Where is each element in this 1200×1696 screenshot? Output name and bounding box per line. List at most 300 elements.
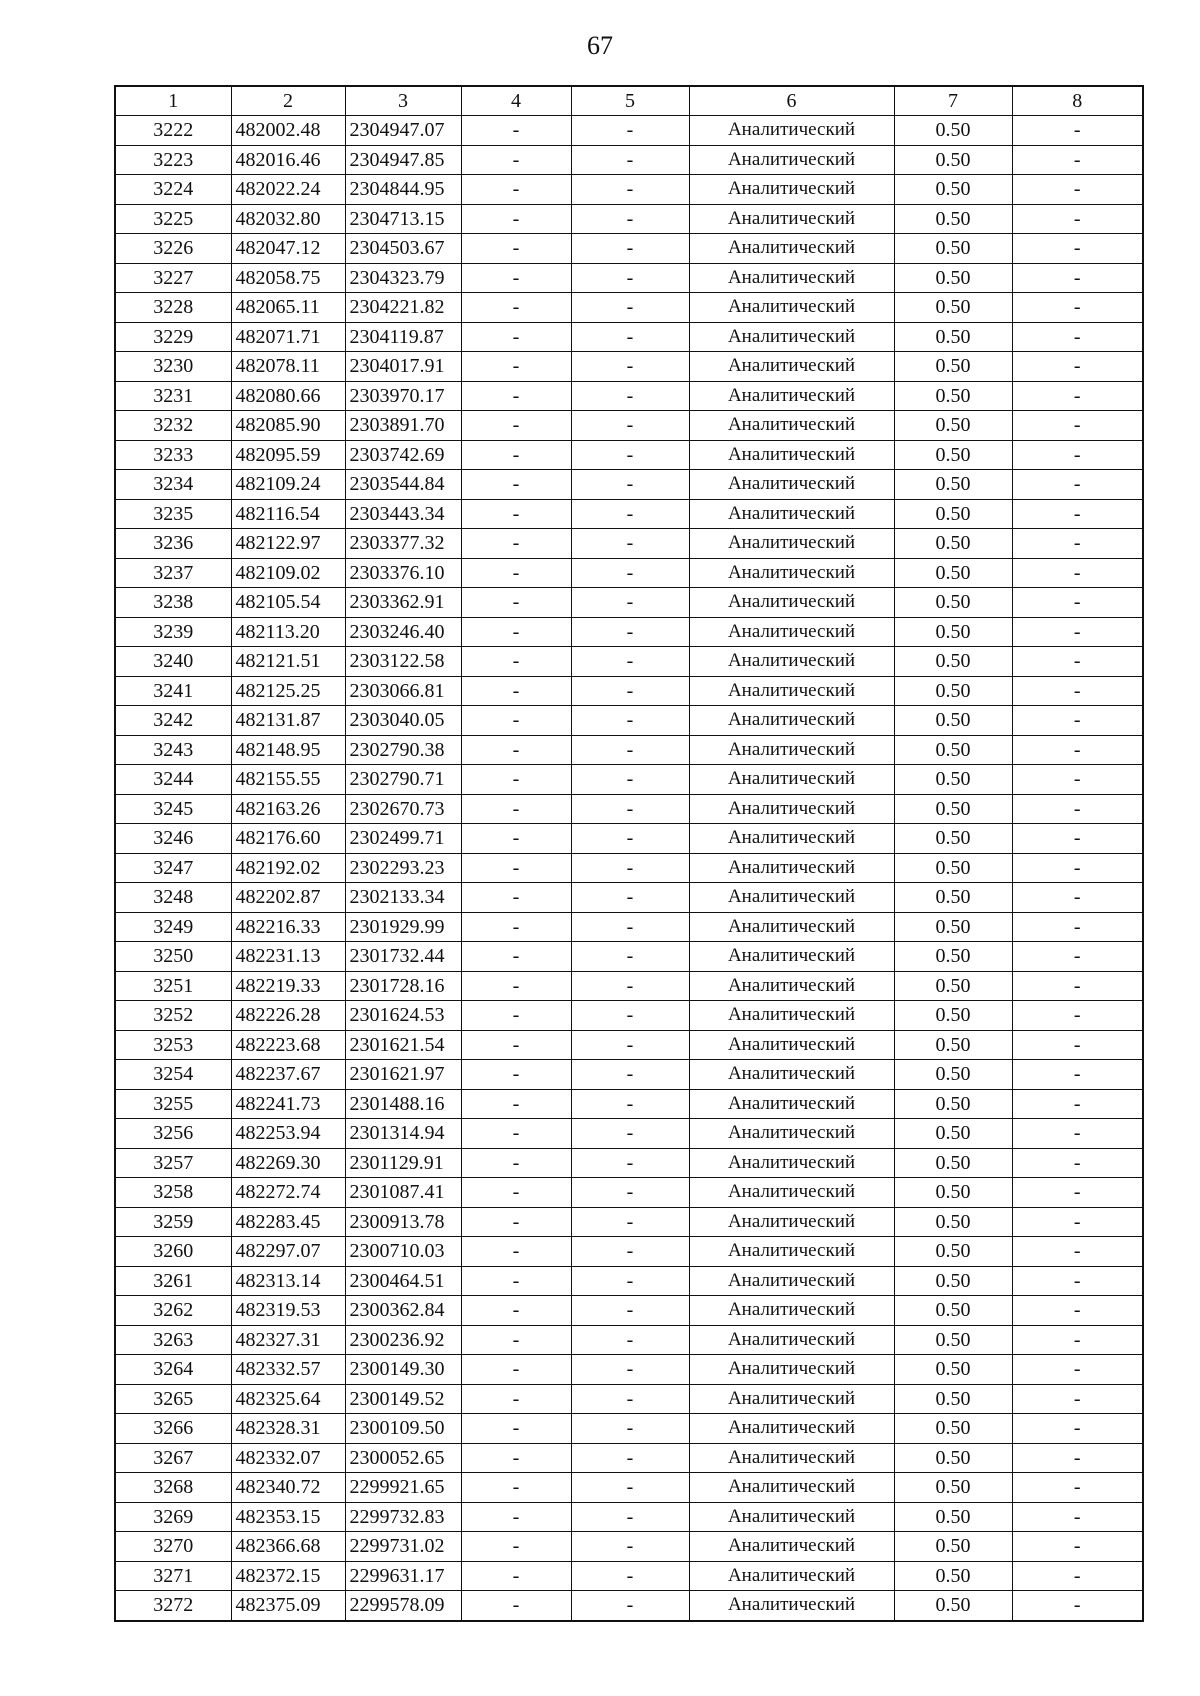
y-coordinate-cell: 2304947.85 <box>345 145 461 175</box>
accuracy-cell: 0.50 <box>894 440 1012 470</box>
y-coordinate-cell: 2301621.54 <box>345 1030 461 1060</box>
point-number-cell: 3227 <box>115 263 231 293</box>
col4-cell: - <box>461 1473 571 1503</box>
accuracy-cell: 0.50 <box>894 588 1012 618</box>
y-coordinate-cell: 2300149.52 <box>345 1384 461 1414</box>
accuracy-cell: 0.50 <box>894 1207 1012 1237</box>
method-cell: Аналитический <box>689 1532 894 1562</box>
col8-cell: - <box>1012 942 1143 972</box>
x-coordinate-cell: 482113.20 <box>231 617 345 647</box>
col5-cell: - <box>571 735 689 765</box>
x-coordinate-cell: 482085.90 <box>231 411 345 441</box>
col5-cell: - <box>571 706 689 736</box>
table-row <box>115 1178 1143 1208</box>
point-number-cell: 3247 <box>115 853 231 883</box>
col5-cell: - <box>571 293 689 323</box>
point-number-cell: 3239 <box>115 617 231 647</box>
y-coordinate-cell: 2304844.95 <box>345 175 461 205</box>
col8-cell: - <box>1012 824 1143 854</box>
col8-cell: - <box>1012 588 1143 618</box>
col5-cell: - <box>571 234 689 264</box>
col4-cell: - <box>461 1325 571 1355</box>
method-cell: Аналитический <box>689 912 894 942</box>
accuracy-cell: 0.50 <box>894 765 1012 795</box>
method-cell: Аналитический <box>689 1325 894 1355</box>
x-coordinate-cell: 482116.54 <box>231 499 345 529</box>
col5-cell: - <box>571 1266 689 1296</box>
x-coordinate-cell: 482283.45 <box>231 1207 345 1237</box>
col4-cell: - <box>461 204 571 234</box>
x-coordinate-cell: 482122.97 <box>231 529 345 559</box>
col8-cell: - <box>1012 470 1143 500</box>
col8-cell: - <box>1012 1178 1143 1208</box>
col4-cell: - <box>461 499 571 529</box>
table-row <box>115 647 1143 677</box>
col5-cell: - <box>571 558 689 588</box>
accuracy-cell: 0.50 <box>894 1502 1012 1532</box>
accuracy-cell: 0.50 <box>894 499 1012 529</box>
point-number-cell: 3233 <box>115 440 231 470</box>
x-coordinate-cell: 482237.67 <box>231 1060 345 1090</box>
col4-cell: - <box>461 1443 571 1473</box>
accuracy-cell: 0.50 <box>894 1030 1012 1060</box>
method-cell: Аналитический <box>689 971 894 1001</box>
col5-cell: - <box>571 1591 689 1621</box>
x-coordinate-cell: 482163.26 <box>231 794 345 824</box>
method-cell: Аналитический <box>689 794 894 824</box>
col8-cell: - <box>1012 1443 1143 1473</box>
col8-cell: - <box>1012 263 1143 293</box>
method-cell: Аналитический <box>689 735 894 765</box>
x-coordinate-cell: 482065.11 <box>231 293 345 323</box>
y-coordinate-cell: 2300362.84 <box>345 1296 461 1326</box>
y-coordinate-cell: 2303362.91 <box>345 588 461 618</box>
y-coordinate-cell: 2300913.78 <box>345 1207 461 1237</box>
point-number-cell: 3269 <box>115 1502 231 1532</box>
x-coordinate-cell: 482105.54 <box>231 588 345 618</box>
point-number-cell: 3262 <box>115 1296 231 1326</box>
method-cell: Аналитический <box>689 1443 894 1473</box>
col5-cell: - <box>571 617 689 647</box>
col8-cell: - <box>1012 1237 1143 1267</box>
point-number-cell: 3255 <box>115 1089 231 1119</box>
table-row <box>115 470 1143 500</box>
y-coordinate-cell: 2301621.97 <box>345 1060 461 1090</box>
method-cell: Аналитический <box>689 145 894 175</box>
accuracy-cell: 0.50 <box>894 529 1012 559</box>
method-cell: Аналитический <box>689 322 894 352</box>
col5-cell: - <box>571 1296 689 1326</box>
point-number-cell: 3224 <box>115 175 231 205</box>
method-cell: Аналитический <box>689 234 894 264</box>
col4-cell: - <box>461 971 571 1001</box>
method-cell: Аналитический <box>689 352 894 382</box>
col4-cell: - <box>461 824 571 854</box>
point-number-cell: 3245 <box>115 794 231 824</box>
point-number-cell: 3264 <box>115 1355 231 1385</box>
method-cell: Аналитический <box>689 853 894 883</box>
x-coordinate-cell: 482353.15 <box>231 1502 345 1532</box>
method-cell: Аналитический <box>689 1473 894 1503</box>
x-coordinate-cell: 482375.09 <box>231 1591 345 1621</box>
col5-cell: - <box>571 175 689 205</box>
col5-cell: - <box>571 1414 689 1444</box>
method-cell: Аналитический <box>689 1148 894 1178</box>
col8-cell: - <box>1012 1001 1143 1031</box>
method-cell: Аналитический <box>689 440 894 470</box>
col5-cell: - <box>571 145 689 175</box>
point-number-cell: 3254 <box>115 1060 231 1090</box>
col8-cell: - <box>1012 1325 1143 1355</box>
y-coordinate-cell: 2301728.16 <box>345 971 461 1001</box>
col4-cell: - <box>461 794 571 824</box>
x-coordinate-cell: 482216.33 <box>231 912 345 942</box>
col5-cell: - <box>571 794 689 824</box>
col5-cell: - <box>571 322 689 352</box>
y-coordinate-cell: 2302790.38 <box>345 735 461 765</box>
x-coordinate-cell: 482202.87 <box>231 883 345 913</box>
point-number-cell: 3271 <box>115 1561 231 1591</box>
method-cell: Аналитический <box>689 204 894 234</box>
x-coordinate-cell: 482366.68 <box>231 1532 345 1562</box>
col5-cell: - <box>571 588 689 618</box>
table-row <box>115 1119 1143 1149</box>
method-cell: Аналитический <box>689 1030 894 1060</box>
point-number-cell: 3242 <box>115 706 231 736</box>
col5-cell: - <box>571 1384 689 1414</box>
y-coordinate-cell: 2303970.17 <box>345 381 461 411</box>
x-coordinate-cell: 482372.15 <box>231 1561 345 1591</box>
point-number-cell: 3243 <box>115 735 231 765</box>
table-row <box>115 1060 1143 1090</box>
point-number-cell: 3256 <box>115 1119 231 1149</box>
col8-cell: - <box>1012 1266 1143 1296</box>
accuracy-cell: 0.50 <box>894 1532 1012 1562</box>
coordinates-table-container <box>114 85 1142 1622</box>
y-coordinate-cell: 2302293.23 <box>345 853 461 883</box>
table-row <box>115 1207 1143 1237</box>
col8-cell: - <box>1012 853 1143 883</box>
y-coordinate-cell: 2301624.53 <box>345 1001 461 1031</box>
col4-cell: - <box>461 470 571 500</box>
col4-cell: - <box>461 588 571 618</box>
y-coordinate-cell: 2301732.44 <box>345 942 461 972</box>
method-cell: Аналитический <box>689 175 894 205</box>
point-number-cell: 3236 <box>115 529 231 559</box>
col5-cell: - <box>571 204 689 234</box>
accuracy-cell: 0.50 <box>894 706 1012 736</box>
accuracy-cell: 0.50 <box>894 175 1012 205</box>
point-number-cell: 3267 <box>115 1443 231 1473</box>
x-coordinate-cell: 482148.95 <box>231 735 345 765</box>
x-coordinate-cell: 482016.46 <box>231 145 345 175</box>
table-body <box>115 116 1143 1621</box>
col4-cell: - <box>461 529 571 559</box>
method-cell: Аналитический <box>689 1207 894 1237</box>
point-number-cell: 3261 <box>115 1266 231 1296</box>
point-number-cell: 3265 <box>115 1384 231 1414</box>
col5-cell: - <box>571 1502 689 1532</box>
col8-cell: - <box>1012 794 1143 824</box>
table-row <box>115 1532 1143 1562</box>
point-number-cell: 3266 <box>115 1414 231 1444</box>
table-row <box>115 1591 1143 1621</box>
x-coordinate-cell: 482192.02 <box>231 853 345 883</box>
col8-cell: - <box>1012 735 1143 765</box>
col4-cell: - <box>461 145 571 175</box>
x-coordinate-cell: 482176.60 <box>231 824 345 854</box>
point-number-cell: 3263 <box>115 1325 231 1355</box>
accuracy-cell: 0.50 <box>894 1561 1012 1591</box>
table-row <box>115 706 1143 736</box>
accuracy-cell: 0.50 <box>894 293 1012 323</box>
accuracy-cell: 0.50 <box>894 617 1012 647</box>
accuracy-cell: 0.50 <box>894 1119 1012 1149</box>
col5-cell: - <box>571 824 689 854</box>
col5-cell: - <box>571 381 689 411</box>
x-coordinate-cell: 482313.14 <box>231 1266 345 1296</box>
accuracy-cell: 0.50 <box>894 1266 1012 1296</box>
y-coordinate-cell: 2304323.79 <box>345 263 461 293</box>
x-coordinate-cell: 482219.33 <box>231 971 345 1001</box>
point-number-cell: 3237 <box>115 558 231 588</box>
col4-cell: - <box>461 1089 571 1119</box>
x-coordinate-cell: 482125.25 <box>231 676 345 706</box>
point-number-cell: 3222 <box>115 116 231 146</box>
column-header: 8 <box>1012 86 1143 116</box>
table-row <box>115 411 1143 441</box>
table-row <box>115 676 1143 706</box>
y-coordinate-cell: 2304221.82 <box>345 293 461 323</box>
col8-cell: - <box>1012 1060 1143 1090</box>
col5-cell: - <box>571 1443 689 1473</box>
point-number-cell: 3253 <box>115 1030 231 1060</box>
table-row <box>115 1414 1143 1444</box>
accuracy-cell: 0.50 <box>894 1473 1012 1503</box>
x-coordinate-cell: 482047.12 <box>231 234 345 264</box>
point-number-cell: 3234 <box>115 470 231 500</box>
y-coordinate-cell: 2299921.65 <box>345 1473 461 1503</box>
col8-cell: - <box>1012 1296 1143 1326</box>
method-cell: Аналитический <box>689 1119 894 1149</box>
col4-cell: - <box>461 234 571 264</box>
point-number-cell: 3248 <box>115 883 231 913</box>
col5-cell: - <box>571 647 689 677</box>
x-coordinate-cell: 482223.68 <box>231 1030 345 1060</box>
x-coordinate-cell: 482327.31 <box>231 1325 345 1355</box>
accuracy-cell: 0.50 <box>894 824 1012 854</box>
col4-cell: - <box>461 1030 571 1060</box>
point-number-cell: 3232 <box>115 411 231 441</box>
y-coordinate-cell: 2304503.67 <box>345 234 461 264</box>
col5-cell: - <box>571 440 689 470</box>
col5-cell: - <box>571 1473 689 1503</box>
col5-cell: - <box>571 1178 689 1208</box>
table-row <box>115 912 1143 942</box>
point-number-cell: 3272 <box>115 1591 231 1621</box>
table-row <box>115 558 1143 588</box>
accuracy-cell: 0.50 <box>894 1414 1012 1444</box>
col4-cell: - <box>461 293 571 323</box>
col8-cell: - <box>1012 676 1143 706</box>
col5-cell: - <box>571 971 689 1001</box>
point-number-cell: 3250 <box>115 942 231 972</box>
table-row <box>115 263 1143 293</box>
method-cell: Аналитический <box>689 824 894 854</box>
col5-cell: - <box>571 529 689 559</box>
x-coordinate-cell: 482131.87 <box>231 706 345 736</box>
method-cell: Аналитический <box>689 381 894 411</box>
y-coordinate-cell: 2302499.71 <box>345 824 461 854</box>
x-coordinate-cell: 482071.71 <box>231 322 345 352</box>
method-cell: Аналитический <box>689 942 894 972</box>
y-coordinate-cell: 2304119.87 <box>345 322 461 352</box>
accuracy-cell: 0.50 <box>894 1591 1012 1621</box>
y-coordinate-cell: 2300052.65 <box>345 1443 461 1473</box>
col4-cell: - <box>461 1119 571 1149</box>
col5-cell: - <box>571 1532 689 1562</box>
table-row <box>115 971 1143 1001</box>
col8-cell: - <box>1012 234 1143 264</box>
col8-cell: - <box>1012 617 1143 647</box>
table-row <box>115 529 1143 559</box>
col8-cell: - <box>1012 381 1143 411</box>
accuracy-cell: 0.50 <box>894 794 1012 824</box>
col8-cell: - <box>1012 971 1143 1001</box>
y-coordinate-cell: 2300236.92 <box>345 1325 461 1355</box>
col8-cell: - <box>1012 558 1143 588</box>
method-cell: Аналитический <box>689 883 894 913</box>
column-header: 7 <box>894 86 1012 116</box>
method-cell: Аналитический <box>689 1237 894 1267</box>
col4-cell: - <box>461 322 571 352</box>
col4-cell: - <box>461 116 571 146</box>
col8-cell: - <box>1012 529 1143 559</box>
x-coordinate-cell: 482269.30 <box>231 1148 345 1178</box>
col8-cell: - <box>1012 647 1143 677</box>
accuracy-cell: 0.50 <box>894 1178 1012 1208</box>
col4-cell: - <box>461 411 571 441</box>
y-coordinate-cell: 2300710.03 <box>345 1237 461 1267</box>
method-cell: Аналитический <box>689 263 894 293</box>
method-cell: Аналитический <box>689 1178 894 1208</box>
accuracy-cell: 0.50 <box>894 883 1012 913</box>
point-number-cell: 3241 <box>115 676 231 706</box>
method-cell: Аналитический <box>689 1561 894 1591</box>
col8-cell: - <box>1012 293 1143 323</box>
table-row <box>115 794 1143 824</box>
point-number-cell: 3230 <box>115 352 231 382</box>
x-coordinate-cell: 482325.64 <box>231 1384 345 1414</box>
x-coordinate-cell: 482109.02 <box>231 558 345 588</box>
point-number-cell: 3246 <box>115 824 231 854</box>
y-coordinate-cell: 2304713.15 <box>345 204 461 234</box>
method-cell: Аналитический <box>689 529 894 559</box>
col4-cell: - <box>461 1414 571 1444</box>
point-number-cell: 3251 <box>115 971 231 1001</box>
point-number-cell: 3260 <box>115 1237 231 1267</box>
col8-cell: - <box>1012 440 1143 470</box>
accuracy-cell: 0.50 <box>894 263 1012 293</box>
method-cell: Аналитический <box>689 588 894 618</box>
x-coordinate-cell: 482032.80 <box>231 204 345 234</box>
y-coordinate-cell: 2301129.91 <box>345 1148 461 1178</box>
table-row <box>115 1473 1143 1503</box>
col4-cell: - <box>461 558 571 588</box>
table-row <box>115 1325 1143 1355</box>
point-number-cell: 3235 <box>115 499 231 529</box>
accuracy-cell: 0.50 <box>894 1384 1012 1414</box>
point-number-cell: 3258 <box>115 1178 231 1208</box>
x-coordinate-cell: 482297.07 <box>231 1237 345 1267</box>
accuracy-cell: 0.50 <box>894 1060 1012 1090</box>
x-coordinate-cell: 482241.73 <box>231 1089 345 1119</box>
accuracy-cell: 0.50 <box>894 1001 1012 1031</box>
table-header-row <box>115 86 1143 116</box>
col5-cell: - <box>571 676 689 706</box>
method-cell: Аналитический <box>689 1591 894 1621</box>
table-row <box>115 1266 1143 1296</box>
col4-cell: - <box>461 1384 571 1414</box>
accuracy-cell: 0.50 <box>894 381 1012 411</box>
accuracy-cell: 0.50 <box>894 647 1012 677</box>
accuracy-cell: 0.50 <box>894 1237 1012 1267</box>
col8-cell: - <box>1012 1119 1143 1149</box>
point-number-cell: 3228 <box>115 293 231 323</box>
table-row <box>115 116 1143 146</box>
col8-cell: - <box>1012 1473 1143 1503</box>
col5-cell: - <box>571 1237 689 1267</box>
col4-cell: - <box>461 381 571 411</box>
accuracy-cell: 0.50 <box>894 1355 1012 1385</box>
col4-cell: - <box>461 735 571 765</box>
x-coordinate-cell: 482231.13 <box>231 942 345 972</box>
table-row <box>115 234 1143 264</box>
y-coordinate-cell: 2303122.58 <box>345 647 461 677</box>
x-coordinate-cell: 482109.24 <box>231 470 345 500</box>
table-row <box>115 617 1143 647</box>
table-row <box>115 1030 1143 1060</box>
y-coordinate-cell: 2299732.83 <box>345 1502 461 1532</box>
y-coordinate-cell: 2302790.71 <box>345 765 461 795</box>
accuracy-cell: 0.50 <box>894 1443 1012 1473</box>
method-cell: Аналитический <box>689 676 894 706</box>
table-row <box>115 440 1143 470</box>
accuracy-cell: 0.50 <box>894 470 1012 500</box>
col8-cell: - <box>1012 1207 1143 1237</box>
table-row <box>115 1296 1143 1326</box>
col4-cell: - <box>461 706 571 736</box>
y-coordinate-cell: 2303066.81 <box>345 676 461 706</box>
col5-cell: - <box>571 1030 689 1060</box>
col4-cell: - <box>461 440 571 470</box>
method-cell: Аналитический <box>689 411 894 441</box>
col8-cell: - <box>1012 883 1143 913</box>
y-coordinate-cell: 2299578.09 <box>345 1591 461 1621</box>
y-coordinate-cell: 2300149.30 <box>345 1355 461 1385</box>
point-number-cell: 3240 <box>115 647 231 677</box>
point-number-cell: 3244 <box>115 765 231 795</box>
col8-cell: - <box>1012 1355 1143 1385</box>
table-row <box>115 765 1143 795</box>
col8-cell: - <box>1012 145 1143 175</box>
point-number-cell: 3225 <box>115 204 231 234</box>
col5-cell: - <box>571 1089 689 1119</box>
col4-cell: - <box>461 1178 571 1208</box>
point-number-cell: 3268 <box>115 1473 231 1503</box>
point-number-cell: 3257 <box>115 1148 231 1178</box>
coordinates-table <box>114 85 1144 1622</box>
